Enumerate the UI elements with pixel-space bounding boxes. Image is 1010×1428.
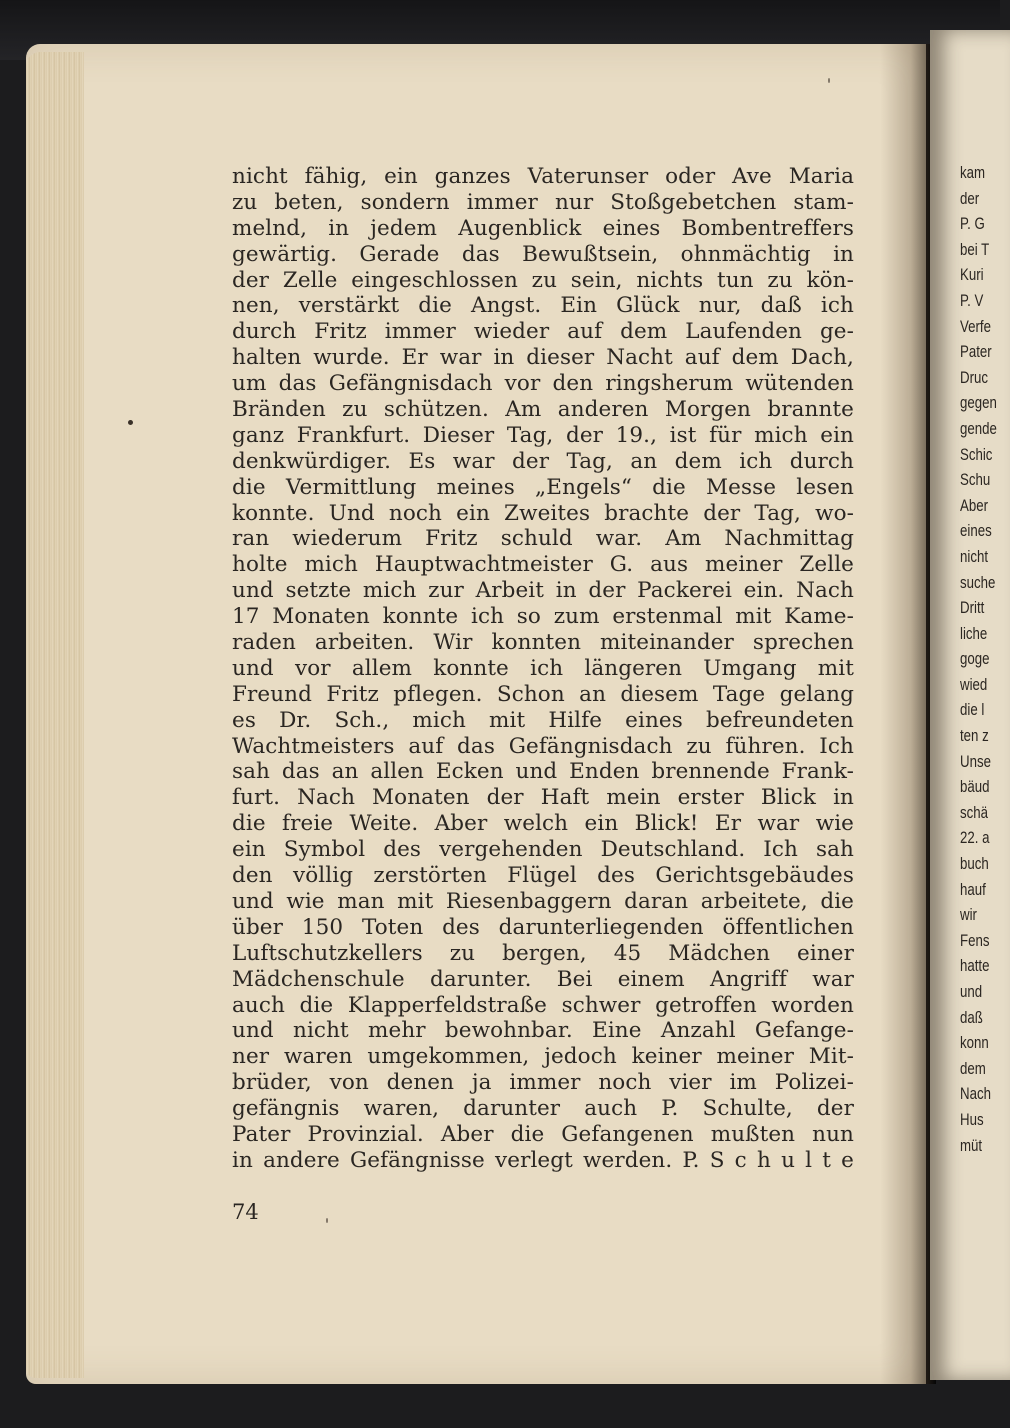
right-page-fragment: schä: [960, 802, 989, 822]
text-line: und setzte mich zur Arbeit in der Packerei ein. Nach: [232, 578, 854, 604]
text-line: denkwürdiger. Es war der Tag, an dem ich durch: [232, 448, 854, 474]
text-line: raden arbeiten. Wir konnten miteinander sprechen: [232, 630, 854, 656]
right-page-fragment: gegen: [960, 393, 997, 413]
page-number: 74: [232, 1200, 259, 1224]
text-line: Pater Provinzial. Aber die Gefangenen mußten nun: [232, 1121, 854, 1147]
right-page-fragment: Kuri: [960, 265, 984, 285]
text-line: melnd, in jedem Augenblick eines Bombentreffers: [232, 215, 854, 241]
paper-speck: [128, 420, 133, 425]
text-line: Mädchenschule darunter. Bei einem Angriff war: [232, 966, 854, 992]
right-page-fragment: daß: [960, 1007, 983, 1027]
right-page-text-fragments: [960, 160, 997, 1158]
text-line: gefängnis waren, darunter auch P. Schulte, der: [232, 1096, 854, 1122]
right-page-fragment: goge: [960, 649, 990, 669]
right-page-fragment: kam: [960, 163, 986, 182]
text-line: es Dr. Sch., mich mit Hilfe eines befreundeten: [232, 707, 854, 733]
right-page-fragment: Schic: [960, 444, 993, 464]
right-page-fragment: Unse: [960, 751, 991, 771]
right-page-fragment: Hus: [960, 1109, 984, 1129]
right-page-fragment: hauf: [960, 879, 986, 899]
right-page-fragment: die l: [960, 700, 985, 720]
text-line: den völlig zerstörten Flügel des Gerichtsgebäudes: [232, 863, 854, 889]
right-page-fragment: Fens: [960, 930, 990, 950]
body-text: [232, 164, 854, 1174]
text-line: Luftschutzkellers zu bergen, 45 Mädchen einer: [232, 940, 854, 966]
right-page-fragment: wir: [960, 905, 977, 925]
text-line: und nicht mehr bewohnbar. Eine Anzahl Gefange-: [232, 1018, 854, 1044]
text-line: brüder, von denen ja immer noch vier im Polizei-: [232, 1070, 854, 1096]
text-line: holte mich Hauptwachtmeister G. aus meiner Zelle: [232, 552, 854, 578]
paper-speck: [828, 78, 830, 83]
text-line: und wie man mit Riesenbaggern daran arbeitete, die: [232, 888, 854, 914]
text-line: Wachtmeisters auf das Gefängnisdach zu führen. Ich: [232, 733, 854, 759]
text-line: Freund Fritz pflegen. Schon an diesem Tage gelang: [232, 681, 854, 707]
text-line: gewärtig. Gerade das Bewußtsein, ohnmächtig in: [232, 241, 854, 267]
text-line: ein Symbol des vergehenden Deutschland. Ich sah: [232, 837, 854, 863]
text-line: in andere Gefängnisse verlegt werden. P. S c h u l t e: [232, 1147, 854, 1173]
text-line: Bränden zu schützen. Am anderen Morgen brannte: [232, 397, 854, 423]
right-page-fragment: bei T: [960, 239, 990, 259]
text-line: die freie Weite. Aber welch ein Blick! Er war wie: [232, 811, 854, 837]
right-page-fragment: müt: [960, 1135, 983, 1155]
right-page-fragment: P. G: [960, 214, 985, 234]
text-line: 17 Monaten konnte ich so zum erstenmal mit Kame-: [232, 604, 854, 630]
text-line: zu beten, sondern immer nur Stoßgebetchen stam-: [232, 189, 854, 215]
right-page-fragment: gende: [960, 418, 997, 438]
text-line: halten wurde. Er war in dieser Nacht auf dem Dach,: [232, 345, 854, 371]
text-line: nen, verstärkt die Angst. Ein Glück nur, daß ich: [232, 293, 854, 319]
text-line: durch Fritz immer wieder auf dem Laufenden ge-: [232, 319, 854, 345]
right-page-fragment: suche: [960, 572, 996, 592]
right-page-fragment: nicht: [960, 546, 989, 566]
right-page-fragment: Pater: [960, 342, 992, 362]
right-page-fragment: eines: [960, 521, 992, 541]
right-page-fragment: dem: [960, 1058, 986, 1078]
right-page-fragment: hatte: [960, 956, 990, 976]
text-line: über 150 Toten des darunterliegenden öffentlichen: [232, 914, 854, 940]
right-page-fragment: Schu: [960, 470, 991, 490]
paper-speck: [326, 1218, 328, 1223]
text-line: nicht fähig, ein ganzes Vaterunser oder Ave Maria: [232, 164, 854, 189]
text-line: ganz Frankfurt. Dieser Tag, der 19., ist für mich ein: [232, 422, 854, 448]
right-page-fragment: 22. a: [960, 828, 990, 848]
page-edges: [26, 52, 84, 1378]
right-page-fragment: konn: [960, 1033, 989, 1053]
right-page-fragment: bäud: [960, 777, 990, 797]
right-page-fragment: buch: [960, 854, 989, 874]
right-page-fragment: liche: [960, 623, 988, 643]
right-page-fragment: Druc: [960, 367, 989, 387]
text-line: furt. Nach Monaten der Haft mein erster Blick in: [232, 785, 854, 811]
right-page-fragment: der: [960, 188, 980, 208]
right-page-fragment: Verfe: [960, 316, 991, 336]
right-page-fragment: ten z: [960, 726, 989, 746]
right-page-fragment: und: [960, 982, 983, 1001]
text-line: der Zelle eingeschlossen zu sein, nichts tun zu kön-: [232, 267, 854, 293]
text-line: die Vermittlung meines „Engels“ die Messe lesen: [232, 474, 854, 500]
right-page-fragment: Nach: [960, 1084, 991, 1104]
right-page-fragment: Aber: [960, 495, 989, 515]
text-line: auch die Klapperfeldstraße schwer getroffen worden: [232, 992, 854, 1018]
text-line: und vor allem konnte ich längeren Umgang mit: [232, 655, 854, 681]
text-line: ner waren umgekommen, jedoch keiner meiner Mit-: [232, 1044, 854, 1070]
text-line: konnte. Und noch ein Zweites brachte der Tag, wo-: [232, 500, 854, 526]
book-gutter: [880, 44, 936, 1384]
text-line: sah das an allen Ecken und Enden brennende Frank-: [232, 759, 854, 785]
right-page-fragment: Dritt: [960, 598, 985, 618]
text-line: ran wiederum Fritz schuld war. Am Nachmittag: [232, 526, 854, 552]
right-page-fragment: wied: [960, 674, 988, 694]
text-line: um das Gefängnisdach vor den ringsherum wütenden: [232, 371, 854, 397]
right-page-fragment: P. V: [960, 290, 984, 310]
